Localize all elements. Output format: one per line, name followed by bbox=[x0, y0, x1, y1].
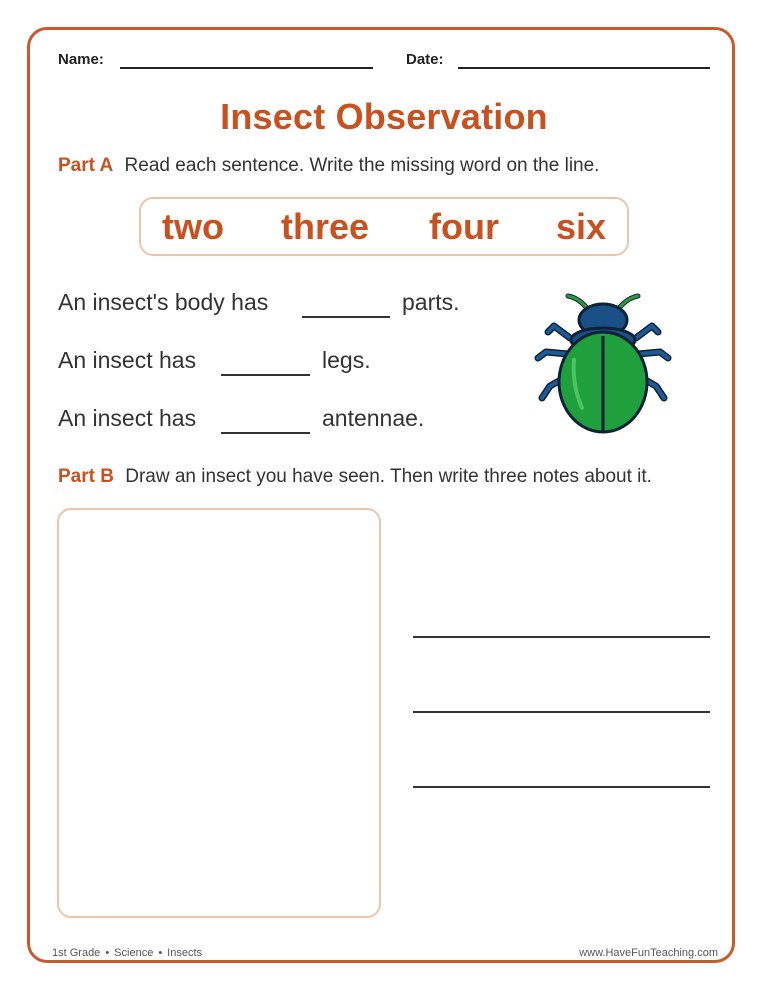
sentence-1-end: parts. bbox=[402, 289, 460, 315]
part-a-row bbox=[58, 155, 599, 177]
word-bank-item: six bbox=[556, 206, 607, 247]
sentence-2-end: legs. bbox=[322, 347, 371, 373]
sentence-1-blank[interactable] bbox=[302, 316, 390, 318]
sentence-2-text: An insect has bbox=[58, 347, 197, 373]
sentence-3-blank[interactable] bbox=[221, 432, 310, 434]
footer-topic: Insects bbox=[167, 947, 203, 959]
note-line-1[interactable] bbox=[413, 636, 710, 638]
part-b-row bbox=[58, 466, 652, 488]
page-title: Insect Observation bbox=[220, 96, 548, 137]
name-label: Name: bbox=[58, 51, 104, 68]
footer-site: www.HaveFunTeaching.com bbox=[579, 947, 718, 959]
word-bank-item: four bbox=[429, 206, 499, 247]
date-line[interactable] bbox=[458, 67, 710, 69]
note-line-2[interactable] bbox=[413, 711, 710, 713]
part-a-label: Part A bbox=[58, 155, 114, 176]
footer-grade: 1st Grade bbox=[52, 947, 101, 959]
sentence-3-text: An insect has bbox=[58, 405, 197, 431]
part-b-label: Part B bbox=[58, 466, 114, 487]
note-line-3[interactable] bbox=[413, 786, 710, 788]
footer-breadcrumb bbox=[52, 947, 202, 959]
part-a-instruction: Read each sentence. Write the missing word on the line. bbox=[124, 155, 600, 176]
sentence-1-text: An insect's body has bbox=[58, 289, 269, 315]
word-bank-item: two bbox=[162, 206, 224, 247]
footer-subject: Science bbox=[114, 947, 154, 959]
date-label: Date: bbox=[406, 51, 444, 68]
footer-separator: • bbox=[105, 947, 110, 959]
beetle-icon bbox=[528, 290, 678, 440]
sentence-2-blank[interactable] bbox=[221, 374, 310, 376]
footer-separator: • bbox=[158, 947, 163, 959]
name-line[interactable] bbox=[120, 67, 373, 69]
sentence-3-end: antennae. bbox=[322, 405, 425, 431]
part-b-instruction: Draw an insect you have seen. Then write three notes about it. bbox=[125, 466, 652, 487]
drawing-box[interactable] bbox=[57, 508, 381, 918]
word-bank-item: three bbox=[281, 206, 370, 247]
